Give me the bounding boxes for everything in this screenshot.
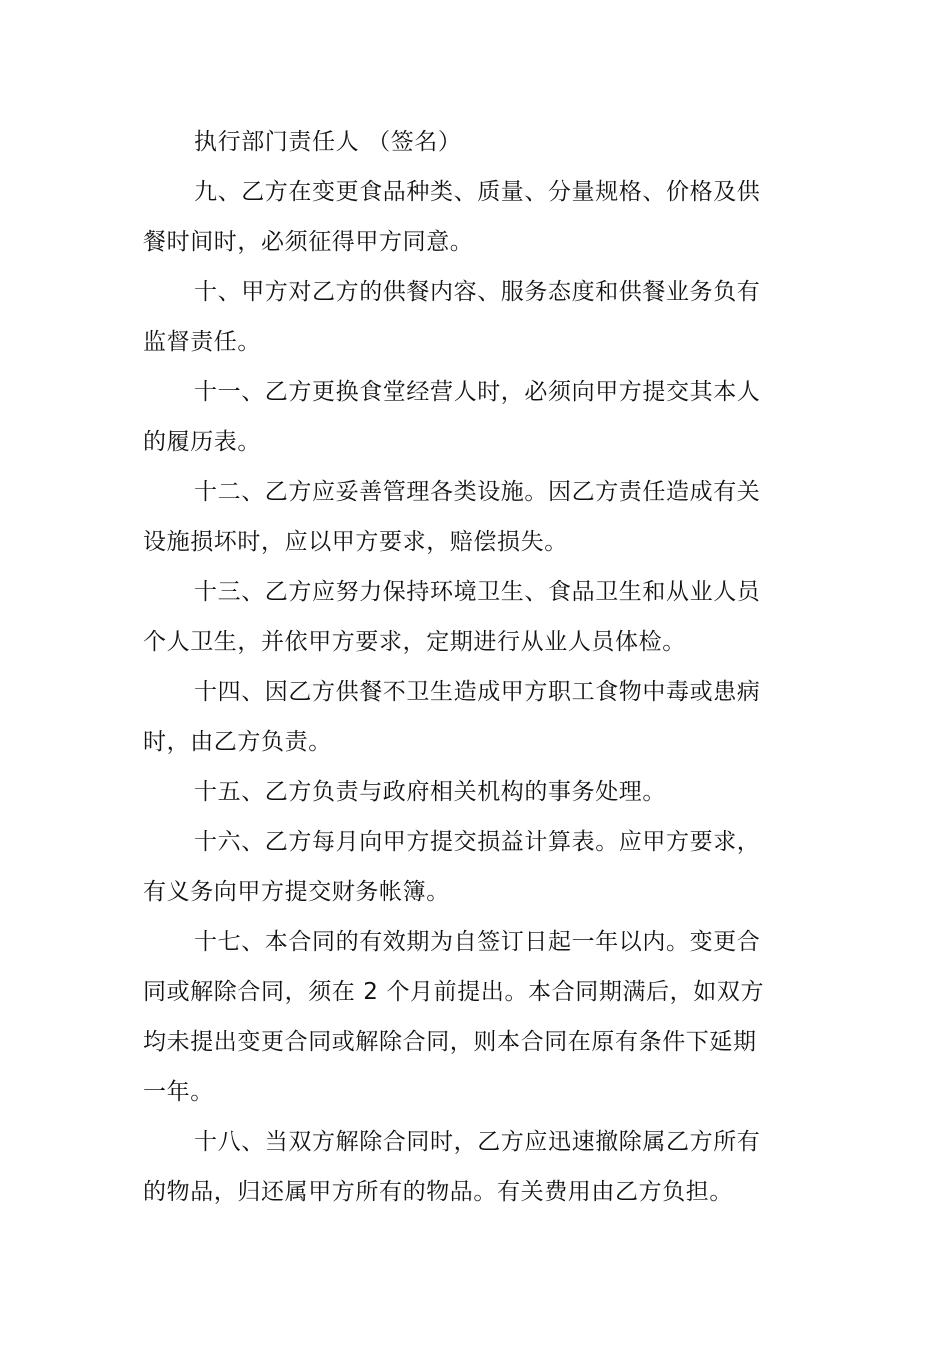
clause-9-line-1: 九、乙方在变更食品种类、质量、分量规格、价格及供 (194, 179, 761, 205)
clause-17-line-4: 一年。 (143, 1079, 214, 1105)
clause-17-line-3: 均未提出变更合同或解除合同，则本合同在原有条件下延期 (143, 1029, 757, 1055)
clause-13-line-1: 十三、乙方应努力保持环境卫生、食品卫生和从业人员 (194, 579, 761, 605)
clause-16-line-1: 十六、乙方每月向甲方提交损益计算表。应甲方要求， (194, 829, 761, 855)
clause-10-line-1: 十、甲方对乙方的供餐内容、服务态度和供餐业务负有 (194, 279, 761, 305)
clause-17-line-1: 十七、本合同的有效期为自签订日起一年以内。变更合 (194, 929, 761, 955)
clause-18-line-1: 十八、当双方解除合同时，乙方应迅速撤除属乙方所有 (194, 1129, 761, 1155)
clause-11-line-2: 的履历表。 (143, 429, 261, 455)
clause-15-line-1: 十五、乙方负责与政府相关机构的事务处理。 (194, 779, 666, 805)
clause-14-line-2: 时，由乙方负责。 (143, 729, 332, 755)
clause-13-line-2: 个人卫生，并依甲方要求，定期进行从业人员体检。 (143, 629, 686, 655)
clause-12-line-2: 设施损坏时，应以甲方要求，赔偿损失。 (143, 529, 568, 555)
clause-18-line-2: 的物品，归还属甲方所有的物品。有关费用由乙方负担。 (143, 1179, 733, 1205)
signature-line: 执行部门责任人 （签名） (194, 129, 462, 155)
clause-10-line-2: 监督责任。 (143, 329, 261, 355)
clause-12-line-1: 十二、乙方应妥善管理各类设施。因乙方责任造成有关 (194, 479, 761, 505)
clause-16-line-2: 有义务向甲方提交财务帐簿。 (143, 879, 450, 905)
clause-9-line-2: 餐时间时，必须征得甲方同意。 (143, 229, 474, 255)
clause-14-line-1: 十四、因乙方供餐不卫生造成甲方职工食物中毒或患病 (194, 679, 761, 705)
clause-17-line-2: 同或解除合同，须在 2 个月前提出。本合同期满后，如双方 (143, 979, 765, 1005)
clause-11-line-1: 十一、乙方更换食堂经营人时，必须向甲方提交其本人 (194, 379, 761, 405)
